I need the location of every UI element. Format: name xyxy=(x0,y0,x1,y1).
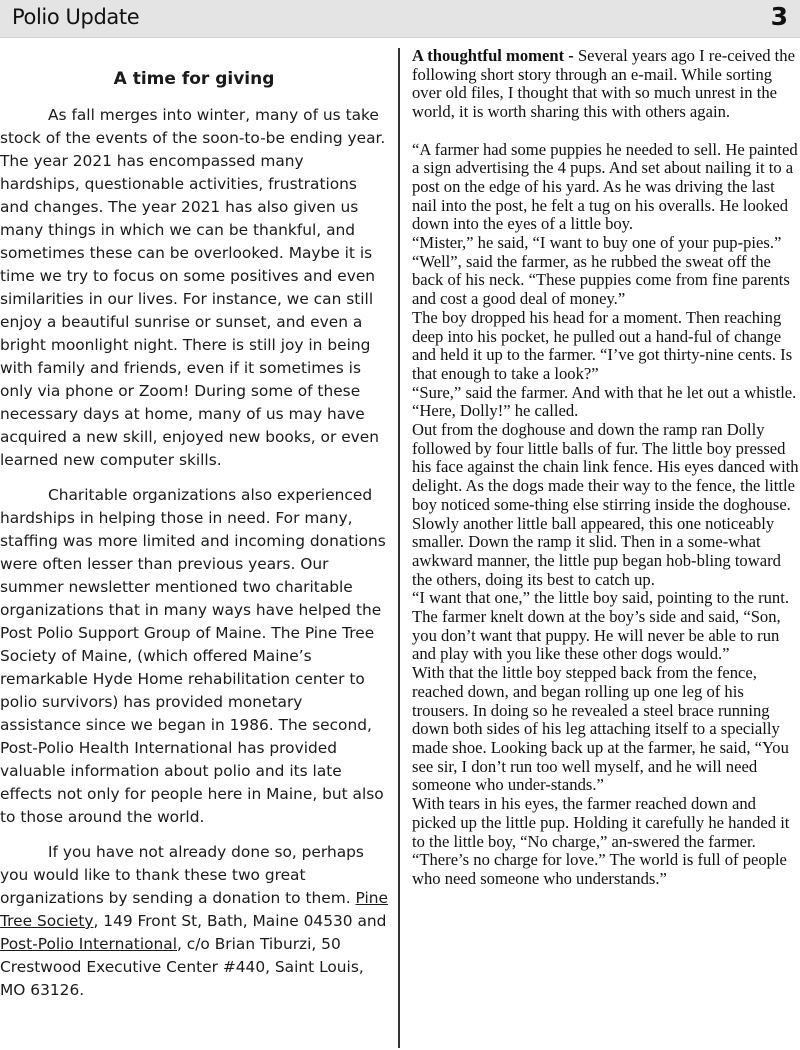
pine-tree-society-link: Pine Tree Society xyxy=(0,889,388,930)
left-column-article xyxy=(0,66,388,1014)
post-polio-international-address: , c/o Brian Tiburzi, 50 Crestwood Executive Center #440, Saint Louis, MO 63126. xyxy=(0,935,364,999)
story-paragraph: “Well”, said the farmer, as he rubbed the sweat off the back of his neck. “These puppies come from fine parents and cost a good deal of money.” xyxy=(412,251,790,309)
story-paragraph: “A farmer had some puppies he needed to sell. He painted a sign advertising the 4 pups. And set about nailing it to a post on the edge of his yard. As he was driving the last nail into the post, he felt a tug on his overalls. He looked down into the eyes of a little boy. xyxy=(412,139,798,234)
post-polio-international-link: Post-Polio International xyxy=(0,935,177,953)
paragraph-3-text: If you have not already done so, perhaps you would like to thank these two great organizations by sending a donation to them. xyxy=(0,843,364,907)
article-heading: A time for giving xyxy=(113,69,275,89)
story-paragraph: “Sure,” said the farmer. And with that he let out a whistle. “Here, Dolly!” he called. xyxy=(412,382,797,421)
story-paragraph: “Mister,” he said, “I want to buy one of your pup-pies.” xyxy=(412,233,782,253)
story-paragraph: The boy dropped his head for a moment. Then reaching deep into his pocket, he pulled out a hand-ful of change and held it up to the farmer. “I’ve got thirty-nine cents. Is that enough to take a look?” xyxy=(412,307,793,383)
story-paragraph: “I want that one,” the little boy said, pointing to the runt. xyxy=(412,588,789,608)
article-paragraph-2: Charitable organizations also experienced hardships in helping those in need. For many, staffing was more limited and incoming donations were often lesser than previous years. Our summer newsletter mentioned two charitable organizations that in many ways have helped the Post Polio Support Group of Maine. The Pine Tree Society of Maine, (which offered Maine’s remarkable Hyde Home rehabilitation center to polio survivors) has provided monetary assistance since we began in 1986. The second, Post-Polio Health International has provided valuable information about polio and its late effects not only for people here in Maine, but also to those around the world. xyxy=(0,486,386,826)
story-paragraph: With tears in his eyes, the farmer reached down and picked up the little pup. Holding it carefully he handed it to the little boy, “No charge,” an-swered the farmer. “There’s no charge for love.” The world is full of people who need someone who understands.” xyxy=(412,794,790,888)
story-intro xyxy=(412,47,800,122)
article-paragraph-1: As fall merges into winter, many of us take stock of the events of the soon-to-be ending year. The year 2021 has encompassed many hardships, questionable activities, frustrations and changes. The year 2021 has also given us many things in which we can be thankful, and sometimes these can be overlooked. Maybe it is time we try to focus on some positives and even similarities in our lives. For instance, we can still enjoy a beautiful sunrise or sunset, and even a bright moonlight night. There is still joy in being with family and friends, even if it sometimes is only via phone or Zoom! During some of these necessary days at home, many of us may have acquired a new skill, enjoyed new books, or even learned new computer skills. xyxy=(0,106,386,469)
article-paragraph-3 xyxy=(0,841,388,1002)
column-divider xyxy=(398,48,400,1048)
story-paragraph: The farmer knelt down at the boy’s side and said, “Son, you don’t want that puppy. He will never be able to run and play with you like these other dogs would.” xyxy=(412,607,781,664)
story-intro-lead: A thoughtful moment - xyxy=(412,46,578,65)
page-number: 3 xyxy=(770,2,788,31)
pine-tree-society-address: , 149 Front St, Bath, Maine 04530 and xyxy=(93,912,387,930)
page-header xyxy=(0,0,800,38)
right-column-story xyxy=(412,47,800,889)
story-paragraph: With that the little boy stepped back from the fence, reached down, and began rolling up one leg of his trousers. In doing so he revealed a steel brace running down both sides of his leg attaching itself to a specially made shoe. Looking back up at the farmer, he said, “You see sir, I don’t run too well myself, and he will need someone who under-stands.” xyxy=(412,663,789,795)
story-intro-text: Several years ago I re-ceived the following short story through an e-mail. While sorting over old files, I thought that with so much unrest in the world, it is worth sharing this with others again. xyxy=(412,46,795,122)
story-paragraph: Out from the doghouse and down the ramp ran Dolly followed by four little balls of fur. The little boy pressed his face against the chain link fence. His eyes danced with delight. As the dogs made their way to the fence, the little boy noticed some-thing else stirring inside the doghouse. Slowly another little ball appeared, this one noticeably smaller. Down the ramp it slid. Then in a some-what awkward manner, the little pup began hob-bling toward the others, doing its best to catch up. xyxy=(412,420,799,589)
newsletter-title: Polio Update xyxy=(12,5,140,29)
